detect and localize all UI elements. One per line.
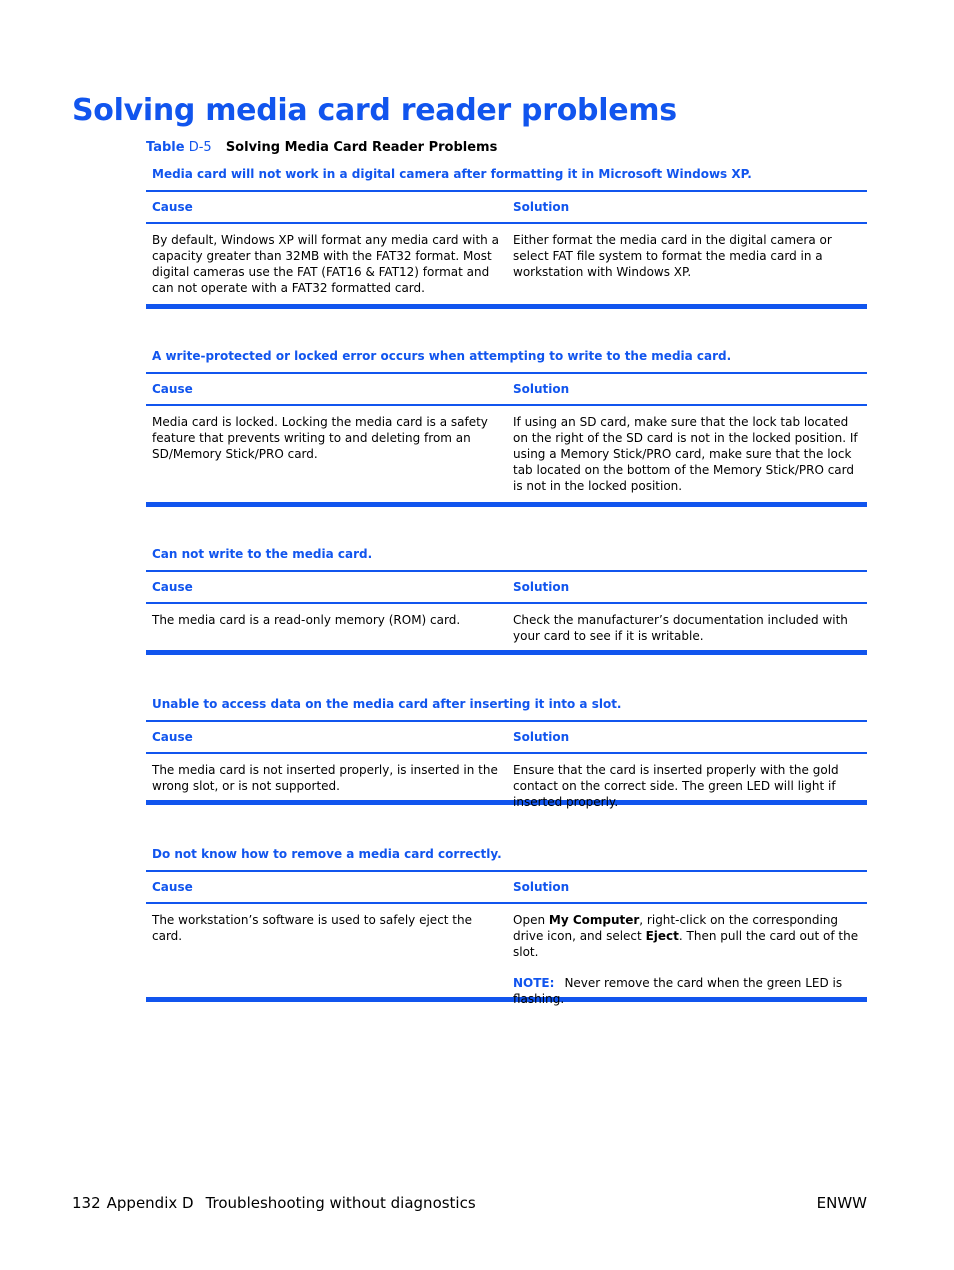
solution-cell: Either format the media card in the digital camera or select FAT file system to format the media card in a workstation with Windows XP.: [513, 233, 832, 279]
note-text: Never remove the card when the green LED is flashing.: [513, 976, 843, 1006]
solution-cell: Ensure that the card is inserted properly with the gold contact on the correct side. The green LED will light if inserted properly.: [513, 763, 839, 809]
table-row: [146, 604, 867, 650]
table-end-rule: [146, 800, 867, 805]
solution-header: Solution: [513, 382, 570, 396]
problem-table: [146, 836, 867, 1006]
footer-edition: ENWW: [816, 1194, 867, 1212]
problem-table: [146, 536, 867, 655]
table-row: [146, 754, 867, 809]
cause-header: Cause: [152, 200, 193, 214]
table-header-row: [146, 374, 867, 404]
page-number: 132: [72, 1194, 101, 1212]
solution-text: [513, 912, 861, 960]
problem-title: Unable to access data on the media card after inserting it into a slot.: [152, 697, 622, 711]
problem-table: [146, 686, 867, 809]
my-computer-label: My Computer: [548, 913, 640, 927]
cause-cell: Media card is locked. Locking the media card is a safety feature that prevents writing to and deleting from an SD/Memory Stick/PRO card.: [152, 415, 488, 461]
table-end-rule: [146, 502, 867, 507]
solution-cell: [507, 912, 867, 1006]
table-header-row: [146, 872, 867, 902]
problem-table: [146, 156, 867, 309]
table-end-rule: [146, 304, 867, 309]
page-title: Solving media card reader problems: [72, 93, 677, 128]
table-caption-title: Solving Media Card Reader Problems: [225, 140, 498, 155]
problem-title: A write-protected or locked error occurs when attempting to write to the media card.: [152, 349, 732, 363]
solution-text-part: Open: [513, 913, 549, 927]
solution-header: Solution: [513, 200, 570, 214]
note: [513, 975, 861, 1007]
footer-chapter: Troubleshooting without diagnostics: [205, 1194, 476, 1212]
problem-table: [146, 338, 867, 507]
cause-header: Cause: [152, 730, 193, 744]
table-row: [146, 406, 867, 502]
solution-text-part: , right-click on the corresponding drive icon, and select: [513, 913, 839, 943]
footer-left: [72, 1193, 476, 1213]
cause-cell: The media card is a read-only memory (ROM) card.: [152, 613, 461, 627]
cause-cell: The workstation’s software is used to safely eject the card.: [152, 913, 473, 943]
solution-header: Solution: [513, 880, 570, 894]
table-caption-label: Table: [146, 140, 185, 155]
table-row: [146, 224, 867, 304]
eject-label: Eject: [645, 929, 679, 943]
solution-text-part: . Then pull the card out of the slot.: [513, 929, 859, 959]
table-caption: [146, 139, 497, 156]
solution-cell: If using an SD card, make sure that the lock tab located on the right of the SD card is not in the locked position. If using a Memory Stick/PRO card, make sure that the lock tab located on the bottom of the Memory Stick/PRO card is not in the locked position.: [513, 415, 858, 493]
table-row: [146, 904, 867, 1006]
problem-title: Can not write to the media card.: [152, 547, 373, 561]
note-label: NOTE:: [513, 976, 555, 990]
cause-header: Cause: [152, 580, 193, 594]
table-header-row: [146, 572, 867, 602]
cause-header: Cause: [152, 880, 193, 894]
problem-title: Media card will not work in a digital camera after formatting it in Microsoft Windows XP.: [152, 167, 752, 181]
solution-header: Solution: [513, 730, 570, 744]
table-header-row: [146, 192, 867, 222]
footer-section: Appendix D: [106, 1194, 194, 1212]
solution-cell: Check the manufacturer’s documentation included with your card to see if it is writable.: [513, 613, 848, 643]
table-header-row: [146, 722, 867, 752]
table-caption-number: D-5: [188, 140, 212, 155]
cause-cell: The media card is not inserted properly, is inserted in the wrong slot, or is not supported.: [152, 763, 498, 793]
cause-header: Cause: [152, 382, 193, 396]
solution-header: Solution: [513, 580, 570, 594]
table-end-rule: [146, 650, 867, 655]
cause-cell: By default, Windows XP will format any media card with a capacity greater than 32MB with the FAT32 format. Most digital cameras use the FAT (FAT16 & FAT12) format and can not operate with a FAT32 formatted card.: [152, 233, 499, 295]
problem-title: Do not know how to remove a media card correctly.: [152, 847, 502, 861]
